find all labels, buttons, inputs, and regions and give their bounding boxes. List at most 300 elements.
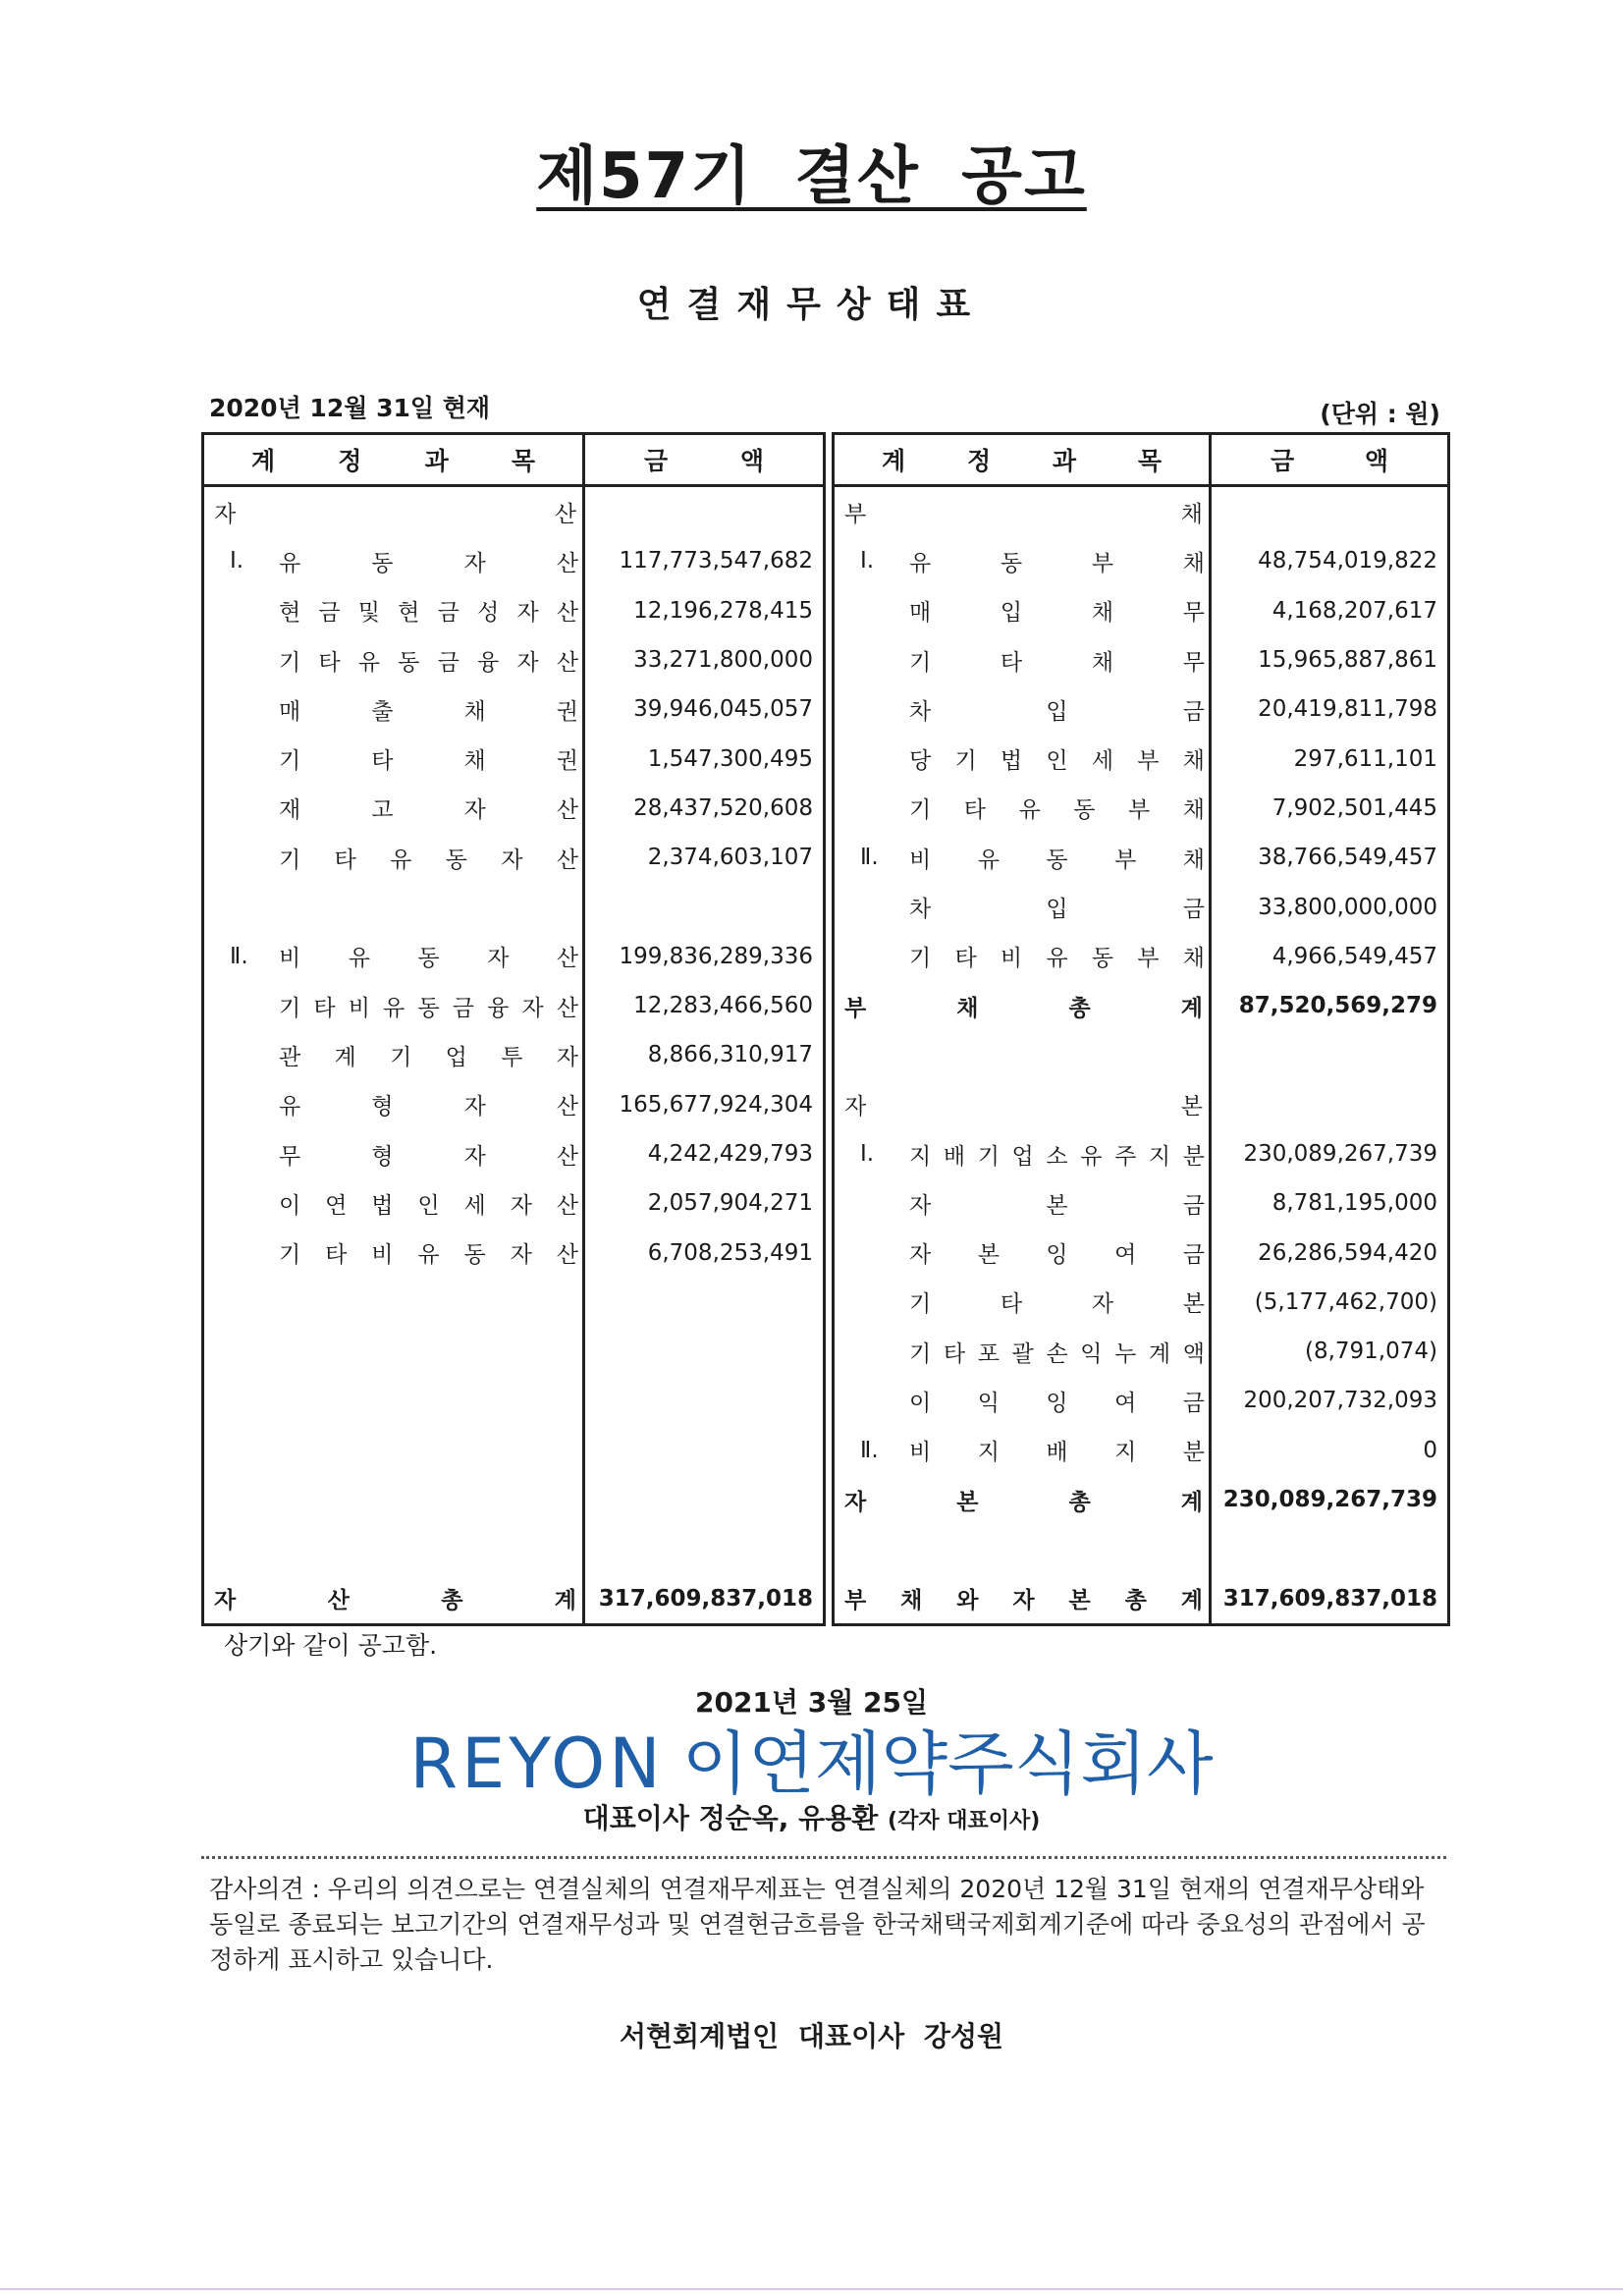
glyph: 매 (909, 600, 932, 627)
account-wrap (204, 1039, 582, 1071)
amount-cell: 4,168,207,617 (1271, 597, 1437, 624)
glyph: 배 (1046, 1440, 1068, 1466)
glyph: 타 (371, 748, 394, 775)
account-cell (834, 1129, 1211, 1178)
table-row (834, 1574, 1449, 1625)
glyph: 타 (963, 797, 986, 824)
glyph: 차 (909, 698, 932, 725)
amount-cell (584, 1327, 825, 1376)
glyph: 동 (417, 995, 440, 1021)
glyph: 금 (437, 600, 460, 627)
account-wrap (204, 1088, 582, 1121)
account-cell (834, 536, 1211, 585)
account-wrap (835, 644, 1209, 677)
glyph: 매 (279, 698, 301, 725)
amount-cell: 20,419,811,798 (1258, 696, 1437, 723)
amount-cell: 39,946,045,057 (633, 696, 813, 723)
liabilities-equity-table (832, 432, 1450, 1626)
glyph: 채 (1091, 649, 1114, 676)
glyph: 기 (279, 995, 301, 1021)
account-label (279, 1187, 578, 1220)
glyph: 본 (1068, 1588, 1091, 1614)
account-label (279, 792, 578, 824)
glyph: 관 (279, 1044, 301, 1070)
notice-title: 제57기 결산 공고 (536, 140, 1087, 213)
amount-cell: 8,781,195,000 (1271, 1190, 1437, 1217)
table-row (834, 1376, 1449, 1425)
table-row (203, 486, 825, 537)
glyph: 기 (909, 797, 932, 824)
account-cell (834, 1376, 1211, 1425)
account-cell (203, 882, 584, 931)
table-row (834, 1228, 1449, 1277)
glyph: 비 (1000, 946, 1023, 972)
glyph: 비 (371, 1242, 394, 1269)
glyph: 부 (1128, 797, 1151, 824)
account-wrap (204, 644, 582, 677)
glyph: 자 (214, 1588, 237, 1614)
account-cell (834, 1426, 1211, 1475)
glyph: 총 (1068, 995, 1091, 1021)
table-row (203, 1178, 825, 1228)
glyph: 소 (1046, 1143, 1068, 1170)
glyph: 자 (463, 1094, 486, 1121)
glyph: 기 (909, 946, 932, 972)
glyph: 부 (844, 501, 867, 527)
glyph: 지 (1114, 1440, 1137, 1466)
account-wrap (835, 891, 1209, 923)
account-label (279, 742, 578, 775)
table-row (834, 734, 1449, 783)
glyph: 산 (556, 1192, 578, 1219)
amount-cell: 4,242,429,793 (647, 1141, 813, 1167)
dotted-divider (201, 1856, 1446, 1859)
glyph: 금 (452, 995, 474, 1021)
amount-cell (584, 1524, 825, 1573)
account-cell (834, 833, 1211, 882)
glyph: 산 (327, 1588, 350, 1614)
glyph: 목 (511, 447, 535, 475)
account-wrap (835, 940, 1209, 972)
table-row (203, 1574, 825, 1625)
glyph: 동 (445, 847, 467, 873)
account-wrap (835, 1434, 1209, 1466)
amount-cell: 12,283,466,560 (633, 993, 813, 1019)
glyph: 현 (279, 600, 301, 627)
account-cell (203, 1278, 584, 1327)
glyph: 무 (279, 1143, 301, 1170)
glyph: 자 (487, 946, 510, 972)
glyph: 채 (1182, 550, 1205, 576)
amount-cell: 200,207,732,093 (1243, 1388, 1437, 1414)
glyph: 투 (501, 1044, 523, 1070)
account-wrap (835, 693, 1209, 726)
glyph: 분 (1182, 1440, 1205, 1466)
account-wrap (835, 1484, 1209, 1516)
glyph: 지 (909, 1143, 932, 1170)
table-row (834, 1030, 1449, 1079)
account-label (909, 842, 1205, 874)
glyph: 법 (1000, 748, 1023, 775)
glyph: 자 (510, 1242, 532, 1269)
account-label (279, 693, 578, 726)
table-row (203, 1475, 825, 1524)
section-number: Ⅱ. (860, 845, 879, 871)
account-label (279, 545, 578, 577)
table-row (203, 784, 825, 833)
glyph: 채 (1182, 797, 1205, 824)
account-cell (834, 734, 1211, 783)
account-label (909, 1236, 1205, 1269)
glyph: 권 (556, 698, 578, 725)
amount-cell: 48,754,019,822 (1258, 548, 1437, 574)
account-label (909, 594, 1205, 627)
glyph: 총 (441, 1588, 463, 1614)
glyph: 산 (556, 1242, 578, 1269)
glyph: 비 (348, 995, 370, 1021)
amount-cell: 26,286,594,420 (1258, 1239, 1437, 1266)
table-row (834, 1524, 1449, 1573)
glyph: 자 (214, 501, 237, 527)
glyph: 유 (279, 550, 301, 576)
brand-name: REYON (409, 1723, 665, 1804)
glyph: 와 (956, 1588, 979, 1614)
glyph: 타 (943, 1340, 966, 1367)
amount-cell (584, 882, 825, 931)
account-wrap (835, 1236, 1209, 1269)
notice-note: 상기와 같이 공고함. (224, 1631, 438, 1660)
glyph: 계 (554, 1588, 576, 1614)
table-row (203, 1129, 825, 1178)
table-row (203, 536, 825, 585)
glyph: 부 (1114, 847, 1137, 873)
section-number: Ⅰ. (230, 548, 244, 574)
account-label (214, 496, 576, 528)
glyph: 여 (1114, 1242, 1137, 1269)
table-row (834, 1080, 1449, 1129)
amount-cell: 8,866,310,917 (647, 1042, 813, 1068)
account-label (844, 1582, 1203, 1614)
account-label (909, 545, 1205, 577)
glyph: 입 (1046, 698, 1068, 725)
account-cell (203, 1327, 584, 1376)
glyph: 비 (279, 946, 301, 972)
account-cell (834, 1524, 1211, 1573)
account-wrap (835, 742, 1209, 775)
audit-opinion: 감사의견 : 우리의 의견으로는 연결실체의 연결재무제표는 연결실체의 2020년 12월 31일 현재의 연결재무상태와 동일로 종료되는 보고기간의 연결재무성과 및 연결현금흐름을 한국채택국제회계기준에 따라 중요성의 관점에서 공정하게 표시하고 있습니다. (209, 1875, 1426, 1974)
glyph: 출 (371, 698, 394, 725)
glyph: 포 (977, 1340, 1000, 1367)
glyph: 자 (521, 995, 544, 1021)
glyph: 유 (383, 995, 406, 1021)
account-wrap (204, 842, 582, 874)
glyph: 본 (1180, 1094, 1203, 1121)
representative-names: 대표이사 정순옥, 유용환 (582, 1802, 879, 1834)
account-label (279, 1138, 578, 1171)
account-cell (203, 486, 584, 537)
account-label (279, 1088, 578, 1121)
glyph: 지 (977, 1440, 1000, 1466)
glyph: 기 (279, 748, 301, 775)
account-cell (834, 486, 1211, 537)
amount-cell (584, 1278, 825, 1327)
glyph: 계 (882, 447, 906, 475)
amount-header-text (585, 442, 823, 477)
glyph: 동 (1046, 847, 1068, 873)
glyph: 계 (251, 447, 276, 475)
glyph: 유 (1018, 797, 1041, 824)
auditor-signature: 서현회계법인 대표이사 강성원 (619, 2020, 1004, 2052)
page-bottom-line (0, 2288, 1623, 2290)
glyph: 입 (1000, 600, 1023, 627)
table-row (203, 1278, 825, 1327)
account-label (909, 891, 1205, 923)
table-row (203, 635, 825, 684)
glyph: 목 (1137, 447, 1162, 475)
glyph: 기 (279, 649, 301, 676)
table-row (834, 1475, 1449, 1524)
account-header-text (204, 442, 582, 477)
table-row (203, 1327, 825, 1376)
glyph: 금 (1182, 1192, 1205, 1219)
glyph: 지 (1148, 1143, 1171, 1170)
glyph: 계 (1148, 1340, 1171, 1367)
glyph: 유 (1080, 1143, 1103, 1170)
glyph: 기 (390, 1044, 412, 1070)
account-cell (203, 1475, 584, 1524)
glyph: 계 (1180, 995, 1203, 1021)
glyph: 동 (1000, 550, 1023, 576)
glyph: 익 (977, 1390, 1000, 1416)
glyph: 계 (1180, 1489, 1203, 1515)
account-wrap (835, 545, 1209, 577)
account-wrap (835, 1285, 1209, 1318)
glyph: 산 (556, 995, 578, 1021)
amount-cell: 33,271,800,000 (633, 647, 813, 674)
amount-cell: 1,547,300,495 (647, 745, 813, 772)
glyph: 산 (554, 501, 576, 527)
glyph: 주 (1114, 1143, 1137, 1170)
amount-cell: 28,437,520,608 (633, 794, 813, 821)
amount-cell (584, 1426, 825, 1475)
account-wrap (835, 496, 1209, 528)
glyph: 계 (334, 1044, 356, 1070)
glyph: 기 (954, 748, 977, 775)
liabilities-body (834, 486, 1449, 1625)
account-cell (203, 1080, 584, 1129)
glyph: 금 (318, 600, 341, 627)
glyph: 채 (1182, 748, 1205, 775)
section-number: Ⅱ. (860, 1437, 879, 1463)
account-cell (834, 1228, 1211, 1277)
glyph: 이 (279, 1192, 301, 1219)
table-row (203, 734, 825, 783)
table-row (834, 635, 1449, 684)
glyph: 채 (1180, 501, 1203, 527)
account-label (279, 842, 578, 874)
table-row (203, 981, 825, 1030)
table-row (834, 1178, 1449, 1228)
glyph: 무 (1182, 649, 1205, 676)
glyph: 정 (338, 447, 362, 475)
account-cell (834, 1178, 1211, 1228)
section-number: Ⅰ. (860, 1141, 875, 1167)
glyph: 유 (390, 847, 412, 873)
account-label (909, 1138, 1205, 1171)
table-row (203, 833, 825, 882)
account-label (279, 990, 578, 1022)
glyph: 이 (909, 1390, 932, 1416)
glyph: 동 (1073, 797, 1096, 824)
account-cell (203, 1376, 584, 1425)
glyph: 성 (476, 600, 500, 627)
glyph: 자 (1012, 1588, 1035, 1614)
company-logo (0, 1709, 1623, 1808)
account-cell (834, 1574, 1211, 1625)
account-label (909, 644, 1205, 677)
account-cell (834, 932, 1211, 981)
account-label (909, 1285, 1205, 1318)
glyph: 현 (398, 600, 420, 627)
account-cell (834, 635, 1211, 684)
table-row (203, 1524, 825, 1573)
statement-title: 연결재무상태표 (636, 285, 987, 325)
glyph: 금 (1182, 698, 1205, 725)
glyph: 채 (1091, 600, 1114, 627)
liabilities-header-row (834, 434, 1449, 486)
glyph: 비 (909, 847, 932, 873)
unit-label: (단위 : 원) (1320, 400, 1440, 428)
glyph: 기 (909, 1291, 932, 1318)
account-cell (203, 1178, 584, 1228)
company-name: 이연제약주식회사 (681, 1723, 1214, 1804)
account-wrap (204, 594, 582, 627)
glyph: 액 (1182, 1340, 1205, 1367)
account-label (909, 742, 1205, 775)
amount-cell (584, 486, 825, 537)
table-row (834, 536, 1449, 585)
assets-table (201, 432, 826, 1626)
glyph: 산 (556, 550, 578, 576)
account-label (279, 1039, 578, 1071)
glyph: 타 (954, 946, 977, 972)
account-cell (203, 1228, 584, 1277)
glyph: 유 (279, 1094, 301, 1121)
table-row (203, 1376, 825, 1425)
account-cell (203, 536, 584, 585)
as-of-date: 2020년 12월 31일 현재 (209, 394, 491, 422)
account-wrap (835, 1582, 1209, 1614)
account-label (909, 792, 1205, 824)
glyph: 괄 (1011, 1340, 1034, 1367)
glyph: 자 (909, 1192, 932, 1219)
account-header (834, 434, 1211, 486)
account-wrap (835, 1385, 1209, 1417)
glyph: 및 (357, 600, 380, 627)
amount-cell: 117,773,547,682 (619, 548, 813, 574)
glyph: 부 (844, 995, 867, 1021)
account-wrap (204, 1582, 582, 1614)
glyph: 고 (371, 797, 394, 824)
account-cell (203, 1574, 584, 1625)
amount-cell: 2,374,603,107 (647, 845, 813, 871)
glyph: 분 (1182, 1143, 1205, 1170)
account-wrap (204, 1138, 582, 1171)
account-cell (834, 981, 1211, 1030)
glyph: 자 (516, 649, 539, 676)
account-label (844, 496, 1203, 528)
amount-cell: 0 (1423, 1437, 1437, 1463)
glyph: 유 (977, 847, 1000, 873)
amount-header (1211, 434, 1449, 486)
account-wrap (204, 693, 582, 726)
glyph: 금 (437, 649, 460, 676)
glyph: 본 (956, 1489, 979, 1515)
glyph: 재 (279, 797, 301, 824)
glyph: 부 (1137, 748, 1160, 775)
account-wrap (204, 940, 582, 972)
glyph: 타 (1000, 649, 1023, 676)
amount-cell: 87,520,569,279 (1238, 993, 1437, 1019)
glyph: 타 (334, 847, 356, 873)
glyph: 세 (463, 1192, 486, 1219)
account-cell (203, 586, 584, 635)
table-row (834, 932, 1449, 981)
glyph: 동 (1091, 946, 1114, 972)
glyph: 융 (487, 995, 510, 1021)
glyph: 계 (1180, 1588, 1203, 1614)
glyph: 자 (501, 847, 523, 873)
table-row (834, 486, 1449, 537)
glyph: 액 (739, 447, 764, 475)
amount-cell: 4,966,549,457 (1271, 943, 1437, 969)
glyph: 채 (463, 748, 486, 775)
glyph: 기 (909, 649, 932, 676)
account-cell (834, 784, 1211, 833)
amount-cell: 230,089,267,739 (1222, 1487, 1437, 1513)
account-cell (203, 981, 584, 1030)
glyph: 기 (279, 1242, 301, 1269)
account-label (909, 1434, 1205, 1466)
amount-cell (1211, 1030, 1449, 1079)
table-row (203, 882, 825, 931)
table-row (834, 1327, 1449, 1376)
glyph: 세 (1091, 748, 1114, 775)
glyph: 잉 (1046, 1242, 1068, 1269)
amount-cell: 165,677,924,304 (619, 1091, 813, 1118)
glyph: 자 (1091, 1291, 1114, 1318)
account-wrap (204, 990, 582, 1022)
account-label (279, 594, 578, 627)
account-wrap (835, 594, 1209, 627)
section-number: Ⅱ. (230, 943, 248, 969)
table-row (834, 784, 1449, 833)
account-cell (203, 734, 584, 783)
glyph: 총 (1068, 1489, 1091, 1515)
glyph: 산 (556, 797, 578, 824)
account-wrap (204, 545, 582, 577)
account-label (909, 1336, 1205, 1368)
account-cell (203, 932, 584, 981)
glyph: 자 (844, 1489, 867, 1515)
account-cell (834, 586, 1211, 635)
amount-cell: 6,708,253,491 (647, 1239, 813, 1266)
account-cell (834, 1080, 1211, 1129)
glyph: 금 (1182, 1242, 1205, 1269)
glyph: 금 (1182, 1390, 1205, 1416)
amount-cell: 230,089,267,739 (1243, 1141, 1437, 1167)
glyph: 업 (1011, 1143, 1034, 1170)
